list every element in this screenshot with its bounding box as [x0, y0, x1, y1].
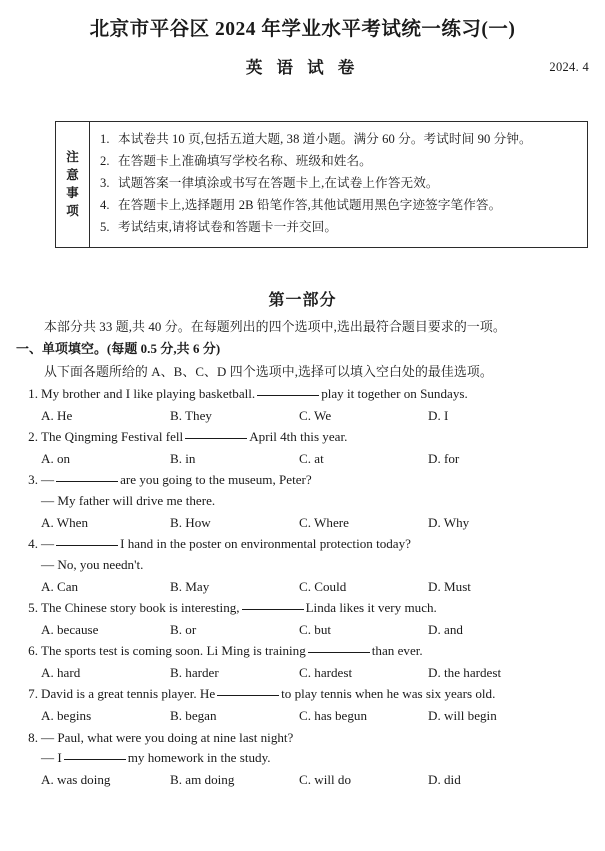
question-stem-after: are you going to the museum, Peter?	[120, 471, 312, 487]
question-item	[16, 598, 589, 640]
question-item	[16, 534, 589, 597]
option-d[interactable]: D. Why	[428, 514, 470, 530]
question-number: 5.	[28, 600, 38, 616]
notice-item	[100, 195, 581, 217]
option-a[interactable]: A. Can	[41, 578, 79, 594]
notice-box	[55, 121, 588, 248]
notice-item-text: 试题答案一律填涂或书写在答题卡上,在试卷上作答无效。	[118, 175, 439, 190]
question-item	[16, 427, 589, 469]
notice-item	[100, 129, 581, 151]
question-number: 6.	[28, 643, 38, 659]
question-options	[16, 619, 589, 640]
answer-blank[interactable]	[242, 609, 304, 610]
question-options	[16, 662, 589, 683]
question-stem-before: The sports test is coming soon. Li Ming is training	[41, 643, 306, 659]
option-c[interactable]: C. but	[299, 622, 332, 638]
option-c[interactable]: C. Could	[299, 578, 347, 594]
question-number: 3.	[28, 471, 38, 487]
question-reply-before: — I	[41, 750, 62, 766]
question-options	[16, 448, 589, 469]
option-b[interactable]: B. How	[170, 514, 211, 530]
question-item	[16, 384, 589, 426]
option-a[interactable]: A. hard	[41, 665, 81, 681]
answer-blank[interactable]	[185, 438, 247, 439]
option-d[interactable]: D. did	[428, 772, 461, 788]
question-stem-before: — Paul, what were you doing at nine last night?	[41, 729, 294, 745]
notice-label	[56, 122, 90, 247]
exam-date: 2024. 4	[549, 60, 589, 75]
question-stem	[16, 641, 589, 662]
option-a[interactable]: A. begins	[41, 708, 92, 724]
option-c[interactable]: C. Where	[299, 514, 349, 530]
option-b[interactable]: B. or	[170, 622, 197, 638]
option-c[interactable]: C. will do	[299, 772, 352, 788]
part-one-intro: 本部分共 33 题,共 40 分。在每题列出的四个选项中,选出最符合题目要求的一项。	[44, 320, 506, 334]
question-reply: — My father will drive me there.	[41, 492, 216, 508]
answer-blank[interactable]	[56, 481, 118, 482]
option-a[interactable]: A. When	[41, 514, 89, 530]
notice-item	[100, 173, 581, 195]
option-d[interactable]: D. Must	[428, 578, 471, 594]
question-reply	[16, 748, 589, 769]
question-stem	[16, 427, 589, 448]
option-a[interactable]: A. on	[41, 450, 71, 466]
question-number: 8.	[28, 729, 38, 745]
question-stem	[16, 598, 589, 619]
part-one-heading: 第一部分	[268, 292, 337, 309]
answer-blank[interactable]	[64, 759, 126, 760]
question-item	[16, 728, 589, 791]
question-options	[16, 512, 589, 533]
option-b[interactable]: B. harder	[170, 665, 219, 681]
question-stem-before: The Chinese story book is interesting,	[41, 600, 240, 616]
option-b[interactable]: B. They	[170, 407, 212, 423]
subtitle-row	[0, 55, 605, 81]
option-d[interactable]: D. and	[428, 622, 463, 638]
notice-item	[100, 151, 581, 173]
question-number: 7.	[28, 686, 38, 702]
option-a[interactable]: A. because	[41, 622, 99, 638]
question-options	[16, 769, 589, 790]
notice-item-number: 1.	[100, 132, 110, 146]
question-options	[16, 405, 589, 426]
question-item	[16, 641, 589, 683]
answer-blank[interactable]	[308, 652, 370, 653]
option-c[interactable]: C. We	[299, 407, 332, 423]
answer-blank[interactable]	[56, 545, 118, 546]
question-stem	[16, 534, 589, 555]
question-item	[16, 470, 589, 533]
question-stem-after: Linda likes it very much.	[305, 600, 437, 616]
notice-item-number: 2.	[100, 153, 110, 168]
question-stem-before: —	[41, 471, 55, 487]
question-stem	[16, 684, 589, 705]
question-number: 1.	[28, 385, 38, 401]
option-c[interactable]: C. at	[299, 450, 324, 466]
question-stem-after: April 4th this year.	[249, 428, 348, 444]
option-c[interactable]: C. has begun	[299, 708, 368, 724]
option-b[interactable]: B. am doing	[170, 772, 235, 788]
option-d[interactable]: D. the hardest	[428, 665, 502, 681]
question-stem-after: play it together on Sundays.	[321, 385, 468, 401]
exam-body	[16, 317, 589, 791]
question-number: 2.	[28, 428, 38, 444]
option-a[interactable]: A. He	[41, 407, 73, 423]
question-stem	[16, 728, 589, 749]
notice-item-number: 5.	[100, 219, 110, 234]
option-c[interactable]: C. hardest	[299, 665, 353, 681]
notice-item-text: 在答题卡上,选择题用 2B 铅笔作答,其他试题用黑色字迹签字笔作答。	[118, 197, 502, 212]
question-number: 4.	[28, 536, 38, 552]
answer-blank[interactable]	[257, 395, 319, 396]
notice-item-number: 4.	[100, 197, 110, 212]
notice-label-char-3: 事	[66, 186, 79, 201]
question-stem-before: The Qingming Festival fell	[41, 428, 184, 444]
notice-item-text: 本试卷共 10 页,包括五道大题, 38 道小题。满分 60 分。考试时间 90 分钟。	[118, 132, 532, 146]
question-stem-after: to play tennis when he was six years old.	[281, 686, 496, 702]
section-one-direction: 从下面各题所给的 A、B、C、D 四个选项中,选择可以填入空白处的最佳选项。	[44, 364, 493, 379]
notice-label-char-4: 项	[66, 204, 79, 219]
option-d[interactable]: D. for	[428, 450, 460, 466]
question-options	[16, 576, 589, 597]
notice-item-text: 考试结束,请将试卷和答题卡一并交回。	[118, 219, 338, 234]
notice-item-number: 3.	[100, 175, 110, 190]
question-stem-after: than ever.	[371, 643, 423, 659]
question-stem	[16, 384, 589, 405]
option-b[interactable]: B. May	[170, 578, 210, 594]
question-item	[16, 684, 589, 726]
notice-item-list	[90, 122, 587, 247]
question-reply-after: my homework in the study.	[127, 750, 271, 766]
question-stem-before: —	[41, 536, 55, 552]
question-reply: — No, you needn't.	[41, 556, 144, 572]
option-d[interactable]: D. will begin	[428, 708, 497, 724]
option-a[interactable]: A. was doing	[41, 772, 111, 788]
option-b[interactable]: B. in	[170, 450, 196, 466]
page-title: 北京市平谷区 2024 年学业水平考试统一练习(一)	[89, 19, 516, 40]
question-options	[16, 705, 589, 726]
question-stem	[16, 470, 589, 491]
notice-item-text: 在答题卡上准确填写学校名称、班级和姓名。	[118, 153, 372, 168]
question-stem-before: My brother and I like playing basketball.	[41, 385, 256, 401]
section-one-title: 一、单项填空。(每题 0.5 分,共 6 分)	[16, 341, 221, 356]
question-stem-before: David is a great tennis player. He	[41, 686, 216, 702]
notice-item	[100, 217, 581, 239]
option-d[interactable]: D. I	[428, 407, 449, 423]
page-subtitle: 英 语 试 卷	[245, 58, 360, 78]
answer-blank[interactable]	[217, 695, 279, 696]
question-stem-after: I hand in the poster on environmental protection today?	[120, 536, 411, 552]
option-b[interactable]: B. began	[170, 708, 217, 724]
notice-label-char-1: 注	[66, 150, 79, 165]
notice-label-char-2: 意	[66, 168, 79, 183]
